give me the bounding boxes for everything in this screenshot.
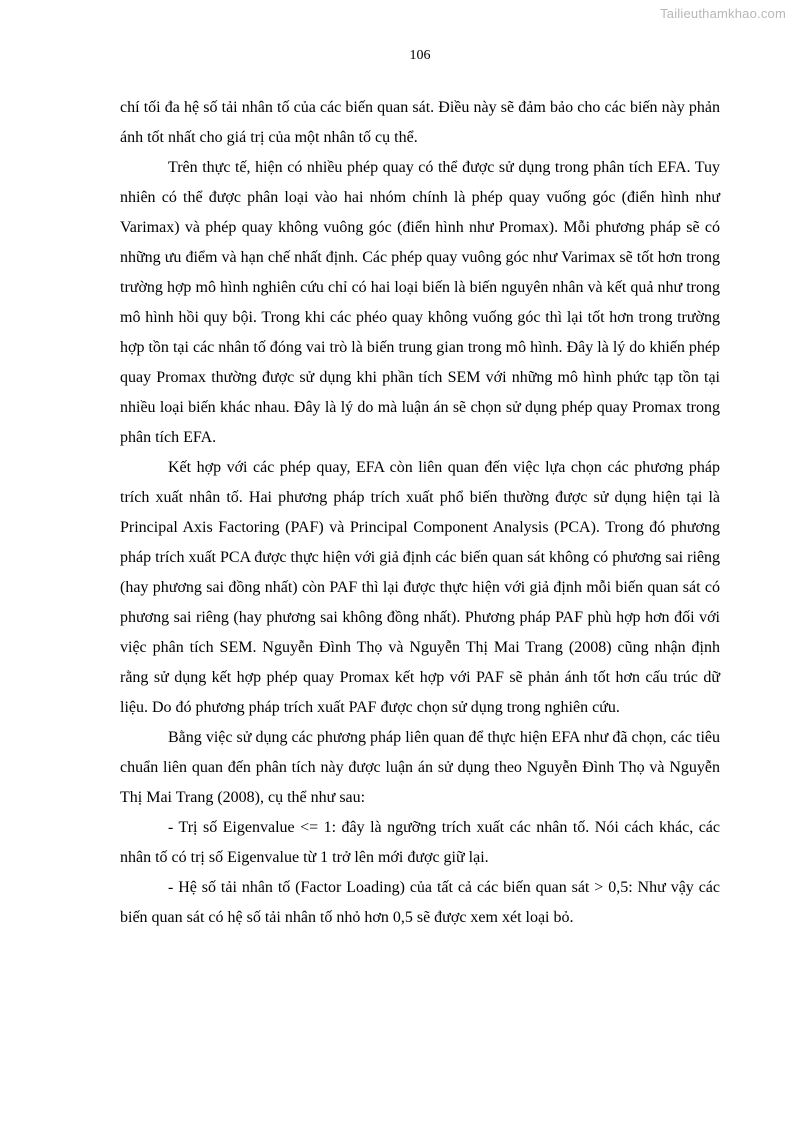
paragraph-extraction-methods: Kết hợp với các phép quay, EFA còn liên quan đến việc lựa chọn các phương pháp trích xuất nhân tố. Hai phương pháp trích xuất phổ biến thường được sử dụng hiện tại là Principal Axis Factoring (PAF) và Principal Component Analysis (PCA). Trong đó phương pháp trích xuất PCA được thực hiện với giả định các biến quan sát không có phương sai riêng (hay phương sai đồng nhất) còn PAF thì lại được thực hiện với giả định mỗi biến quan sát có phương sai riêng (hay phương sai không đồng nhất). Phương pháp PAF phù hợp hơn đối với việc phân tích SEM. Nguyễn Đình Thọ và Nguyễn Thị Mai Trang (2008) cũng nhận định rằng sử dụng kết hợp phép quay Promax kết hợp với PAF sẽ phản ánh tốt hơn cấu trúc dữ liệu. Do đó phương pháp trích xuất PAF được chọn sử dụng trong nghiên cứu. [120,459,720,716]
paragraph-rotation-methods: Trên thực tế, hiện có nhiều phép quay có thể được sử dụng trong phân tích EFA. Tuy nhiên có thể được phân loại vào hai nhóm chính là phép quay vuống góc (điển hình như Varimax) và phép quay không vuông góc (điển hình như Promax). Mỗi phương pháp sẽ có những ưu điểm và hạn chế nhất định. Các phép quay vuông góc như Varimax sẽ tốt hơn trong trường hợp mô hình nghiên cứu chỉ có hai loại biến là biến nguyên nhân và kết quả như trong mô hình hồi quy bội. Trong khi các phéo quay không vuống góc thì lại tốt hơn trong trường hợp tồn tại các nhân tố đóng vai trò là biến trung gian trong mô hình. Đây là lý do khiến phép quay Promax thường được sử dụng khi phần tích SEM với những mô hình phức tạp tồn tại nhiều loại biến khác nhau. Đây là lý do mà luận án sẽ chọn sử dụng phép quay Promax trong phân tích EFA. [120,159,720,446]
document-body [120,93,720,933]
paragraph-continuation: chí tối đa hệ số tải nhân tố của các biến quan sát. Điều này sẽ đảm bảo cho các biến này phản ánh tốt nhất cho giá trị của một nhân tố cụ thể. [120,99,720,146]
list-item-eigenvalue: - Trị số Eigenvalue <= 1: đây là ngưỡng trích xuất các nhân tố. Nói cách khác, các nhân tố có trị số Eigenvalue từ 1 trở lên mới được giữ lại. [120,819,720,866]
watermark: Tailieuthamkhao.com [660,6,786,21]
list-item-factor-loading: - Hệ số tải nhân tố (Factor Loading) của tất cả các biến quan sát > 0,5: Như vậy các biến quan sát có hệ số tải nhân tố nhỏ hơn 0,5 sẽ được xem xét loại bỏ. [120,879,720,926]
paragraph-criteria-intro: Bằng việc sử dụng các phương pháp liên quan để thực hiện EFA như đã chọn, các tiêu chuẩn liên quan đến phân tích này được luận án sử dụng theo Nguyễn Đình Thọ và Nguyễn Thị Mai Trang (2008), cụ thể như sau: [120,729,720,806]
page-number: 106 [409,48,431,63]
